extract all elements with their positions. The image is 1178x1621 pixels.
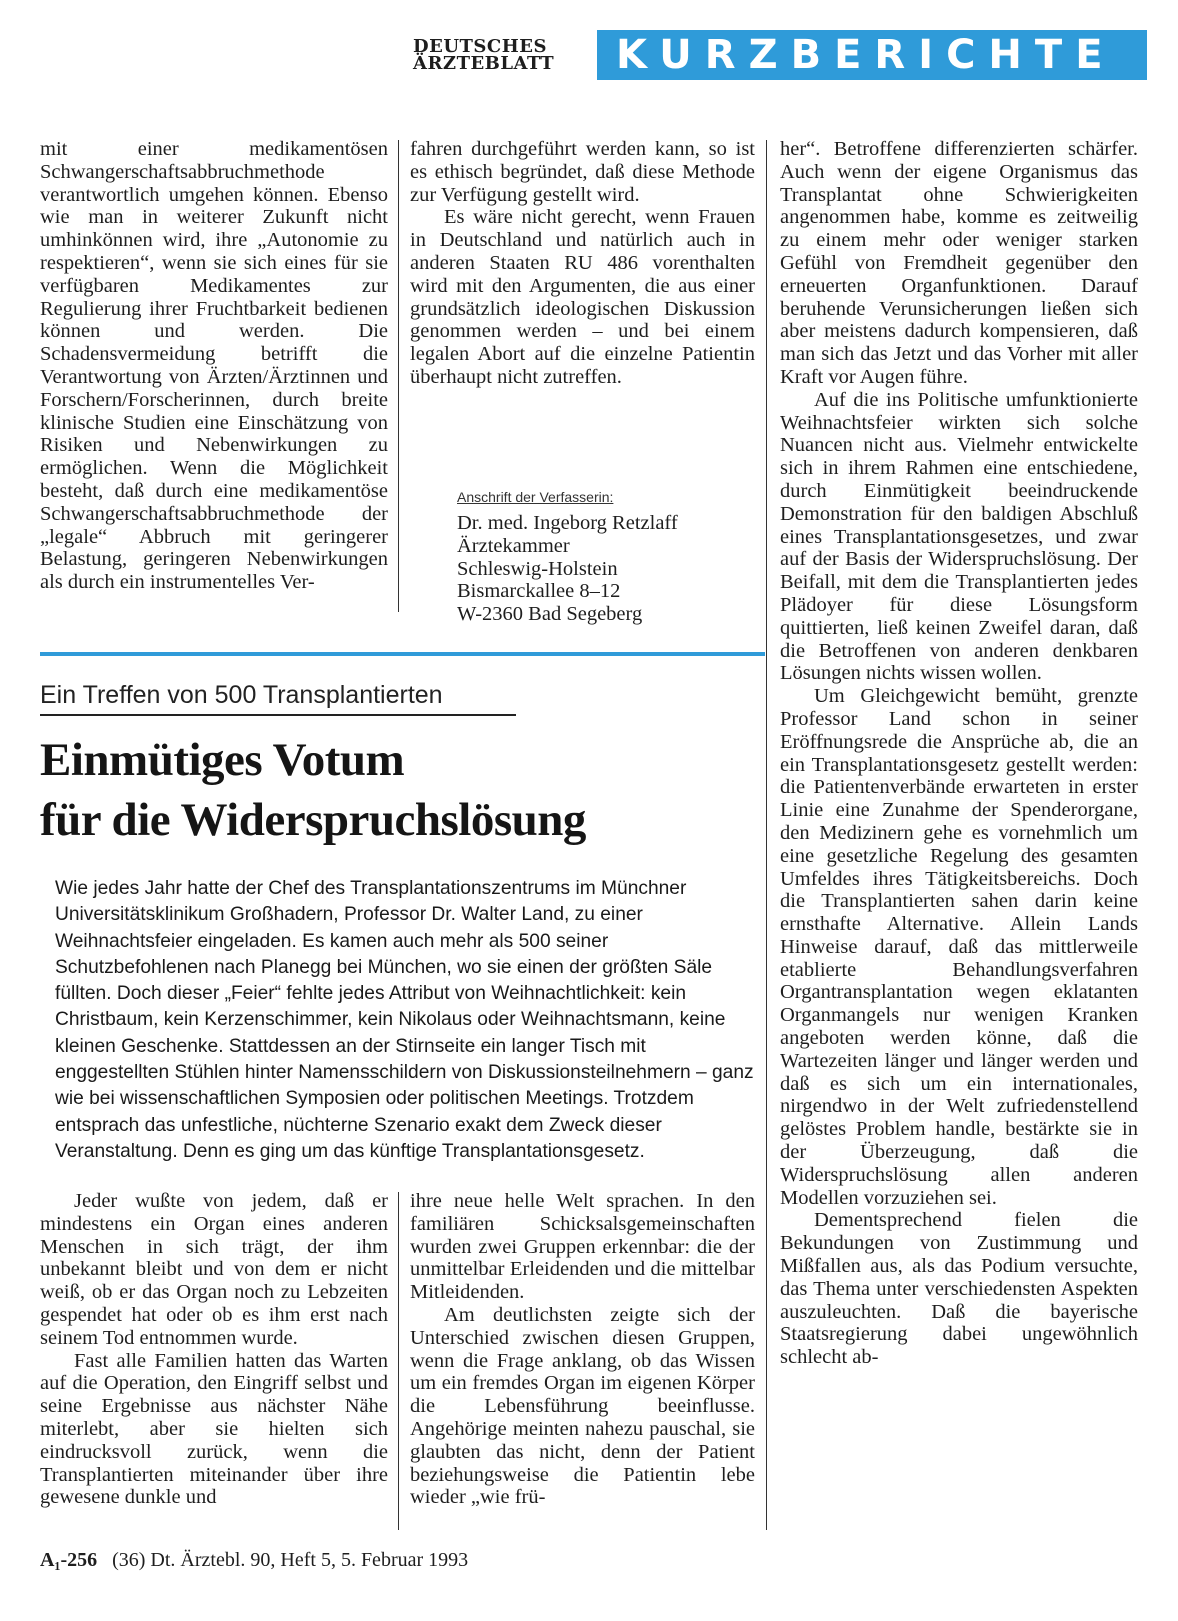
address-line: Schleswig-Holstein: [457, 557, 618, 580]
paragraph: Um Gleichgewicht bemüht, grenzte Professor Land schon in seiner Eröffnungsrede die Ansprüche ab, die an ein Transplantationsgesetz gestellt werden: die Patientenverbände erwarteten in erster Linie eine Zunahme der Spenderorgane, den Medizinern gehe es vornehmlich um eine gesetzliche Regelung des gesamten Umfeldes ihres Tätigkeitsbereichs. Doch die Transplantierten sahen darin keine ernsthafte Alternative. Allein Lands Hinweise darauf, daß das mittlerweile etablierte Behandlungsverfahren Organtransplantation wegen eklatanten Organmangels nur wenigen Kranken angeboten werden könne, daß die Wartezeiten länger und länger werden und daß es sich um ein internationales, nirgendwo in der Welt zufriedenstellend gelöstes Problem handle, bestärkte sie in der Überzeugung, daß die Widerspruchslösung allen anderen Modellen vorzuziehen sei.: [780, 685, 1138, 1209]
column-rule: [398, 140, 399, 612]
article-headline: [40, 730, 586, 850]
headline-line-1: Einmütiges Votum: [40, 734, 405, 786]
article-kicker: Ein Treffen von 500 Transplantierten: [40, 681, 443, 709]
paragraph: Auf die ins Politische umfunktionierte Weihnachtsfeier wirkten sich solche Nuancen nicht aus. Vielmehr entwickelte sich in ihrem Rahmen eine entschiedene, durch Einmütigkeit beeindruckende Demonstration für den baldigen Abschluß eines Transplantationsgesetzes, und zwar auf der Basis der Widerspruchslösung. Der Beifall, mit dem die Transplantierten jedes Plädoyer für diese Lösungsform quittierten, ließ keinen Zweifel daran, daß die Betroffenen von anderen denkbaren Lösungen nichts wissen wollen.: [780, 388, 1138, 685]
paragraph: ihre neue helle Welt sprachen. In den familiären Schicksalsgemeinschaften wurden zwei Gruppen erkennbar: die der unmittelbar Erleidenden und die mittelbar Mitleidenden.: [410, 1190, 755, 1304]
address-line: W-2360 Bad Segeberg: [457, 603, 643, 626]
section-divider: [40, 652, 765, 656]
paragraph: mit einer medikamentösen Schwangerschaftsabbruchmethode verantwortlich umgehen können. Ebenso wie man in weiterer Zukunft nicht umhinkönnen wird, ihre „Autonomie zu respektieren“, wenn sie sich eines für sie verfügbaren Medikamentes zur Regulierung ihrer Fruchtbarkeit bedienen können und werden. Die Schadensvermeidung betrifft die Verantwortung von Ärzten/Ärztinnen und Forschern/Forscherinnen, durch breite klinische Studien eine Einschätzung von Risiken und Nebenwirkungen zu ermöglichen. Wenn die Möglichkeit besteht, daß durch eine medikamentöse Schwangerschaftsabbruchmethode der „legale“ Abbruch mit geringerer Belastung, geringeren Nebenwirkungen als durch ein instrumentelles Ver-: [40, 138, 388, 594]
paragraph: Dementsprechend fielen die Bekundungen von Zustimmung und Mißfallen aus, als das Podium versuchte, das Thema unter verschiedensten Aspekten auszuleuchten. Daß die bayerische Staatsregierung dabei ungewöhnlich schlecht ab-: [780, 1209, 1138, 1369]
column-rule: [766, 140, 767, 1530]
paragraph: Jeder wußte von jedem, daß er mindestens ein Organ eines anderen Menschen in sich trägt, der ihm unbekannt bleibt und von dem er nicht weiß, ob er das Organ noch zu Lebzeiten gespendet hat oder ob es ihm erst nach seinem Tod entnommen wurde.: [40, 1190, 388, 1349]
article-col-1: [40, 1190, 388, 1509]
address-line: Dr. med. Ingeborg Retzlaff: [457, 512, 678, 534]
prev-article-col-2: [410, 138, 755, 389]
paragraph: Fast alle Familien hatten das Warten auf die Operation, den Eingriff selbst und seine Ergebnisse aus nächster Nähe miterlebt, aber sie hielten sich eindrucksvoll zurück, wenn die Transplantierten miteinander über ihre gewesene dunkle und: [40, 1349, 388, 1509]
paragraph: Es wäre nicht gerecht, wenn Frauen in Deutschland und natürlich auch in anderen Staaten RU 486 vorenthalten wird mit den Argumenten, die aus einer grundsätzlich ideologischen Diskussion genommen werden – und bei einem legalen Abort auf die einzelne Patientin überhaupt nicht zutreffen.: [410, 206, 755, 388]
article-col-3: [780, 138, 1138, 1369]
masthead-line-1: DEUTSCHES: [413, 36, 547, 57]
masthead-line-2: ÄRZTEBLATT: [413, 53, 555, 74]
article-lead: Wie jedes Jahr hatte der Chef des Transplantationszentrums im Münchner Universitätsklinikum Großhadern, Professor Dr. Walter Land, zu einer Weihnachtsfeier eingeladen. Es kamen auch mehr als 500 seiner Schutzbefohlenen nach Planegg bei München, wo sie einen der größten Säle füllten. Doch dieser „Feier“ fehlte jedes Attribut von Weihnachtlichkeit: kein Christbaum, kein Kerzenschimmer, kein Nikolaus oder Weihnachtsmann, keine kleinen Geschenke. Stattdessen an der Stirnseite ein langer Tisch mit enggestellten Stühlen hinter Namensschildern von Diskussionsteilnehmern – ganz wie bei wissenschaftlichen Symposien oder politischen Meetings. Trotzdem entsprach das unfestliche, nüchterne Szenario exakt dem Zweck dieser Veranstaltung. Denn es ging um das künftige Transplantationsgesetz.: [55, 878, 754, 1162]
address-line: Ärztekammer: [457, 534, 570, 557]
address-line: Bismarckallee 8–12: [457, 580, 621, 603]
prev-article-col-1: [40, 138, 388, 594]
author-address: [457, 488, 757, 626]
kicker-underline: [40, 714, 516, 716]
article-col-2: [410, 1190, 755, 1509]
address-label: Anschrift der Verfasserin:: [457, 489, 614, 505]
column-rule: [398, 1192, 399, 1530]
section-title: KURZBERICHTE: [616, 32, 1116, 78]
citation: (36) Dt. Ärztebl. 90, Heft 5, 5. Februar 1993: [112, 1549, 469, 1571]
masthead-logo: [413, 38, 554, 72]
paragraph: Am deutlichsten zeigte sich der Unterschied zwischen diesen Gruppen, wenn die Frage anklang, ob das Wissen um ein fremdes Organ im eigenen Körper die Lebensführung beeinflusse. Angehörige meinten nahezu pauschal, sie glaubten das nicht, denn der Patient beziehungsweise die Patientin lebe wieder „wie frü-: [410, 1303, 755, 1509]
paragraph: fahren durchgeführt werden kann, so ist es ethisch begründet, daß diese Methode zur Verfügung gestellt wird.: [410, 138, 755, 206]
headline-line-2: für die Widerspruchslösung: [40, 794, 586, 846]
page-footer: [40, 1548, 468, 1572]
page-id: A₁-256: [40, 1549, 98, 1571]
paragraph: her“. Betroffene differenzierten schärfer. Auch wenn der eigene Organismus das Transplantat ohne Schwierigkeiten angenommen habe, komme es zeitweilig zu einem mehr oder weniger starken Gefühl von Fremdheit gegenüber den erneuerten Organfunktionen. Darauf beruhende Verunsicherungen ließen sich aber meistens dadurch kompensieren, daß man sich das Jetzt und das Vorher mit aller Kraft vor Augen führe.: [780, 138, 1138, 388]
